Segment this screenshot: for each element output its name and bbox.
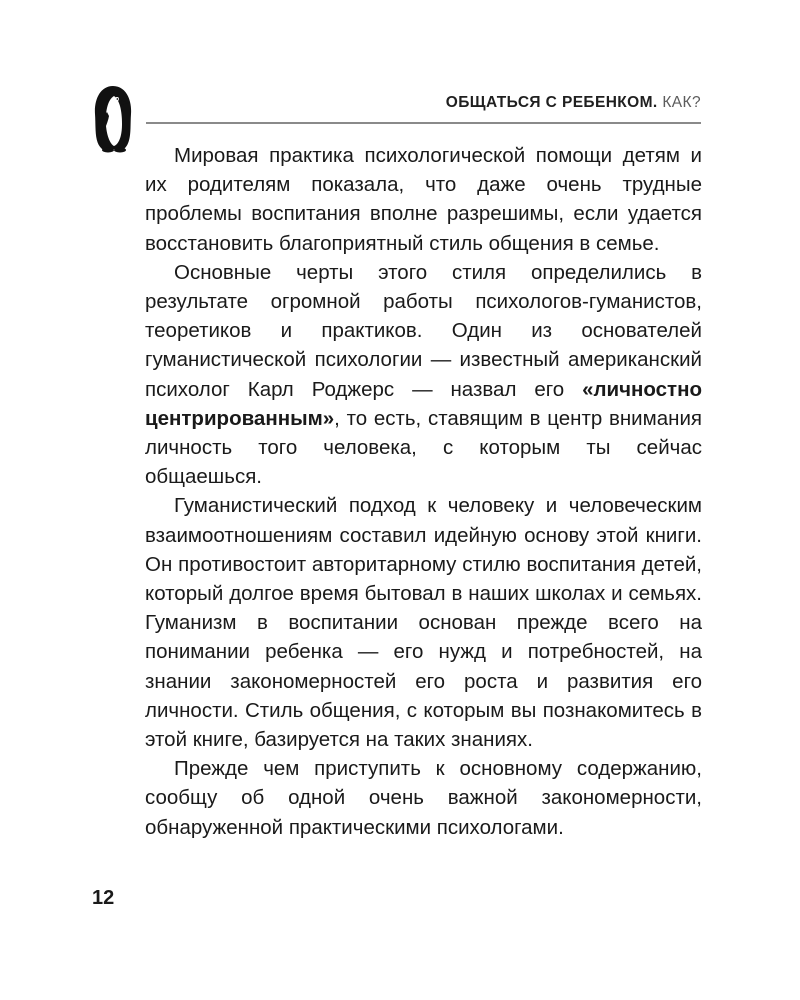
paragraph-4: Прежде чем приступить к основному содержанию, сообщу об одной очень важной закономерности, обнаруженной практическими психологами. xyxy=(145,757,702,839)
penguin-icon xyxy=(90,84,136,154)
running-header xyxy=(146,92,701,124)
paragraph-2-text-start: Основные черты этого стиля определились в результате огромной работы психологов-гуманистов, теоретиков и практиков. Один из основателей гуманистической психологии — известный американский психолог Карл Роджерс — назвал его xyxy=(145,260,702,401)
paragraph-1: Мировая практика психологической помощи детям и их родителям показала, что даже очень трудные проблемы воспитания вполне разрешимы, если удается восстановить благоприятный стиль общения в семье. xyxy=(145,144,702,255)
paragraph-2-text-end: , то есть, ставящим в центр внимания личность того человека, с которым ты сейчас общаешься. xyxy=(145,406,702,489)
paragraph-2 xyxy=(145,258,702,492)
body-text xyxy=(145,141,702,842)
paragraph-2-bold-term: «личностно центрированным» xyxy=(145,377,702,430)
header-subtitle: КАК? xyxy=(662,94,701,111)
paragraph-3: Гуманистический подход к человеку и человеческим взаимоотношениям составил идейную основу этой книги. Он противостоит авторитарному стилю воспитания детей, который долгое время бытовал в наших школах и семьях. Гуманизм в воспитании основан прежде всего на понимании ребенка — его нужд и потребностей, на знании закономерностей его роста и развития его личности. Стиль общения, с которым вы познакомитесь в этой книге, базируется на таких знаниях. xyxy=(145,494,702,752)
header-title: ОБЩАТЬСЯ С РЕБЕНКОМ. xyxy=(445,94,658,111)
page-number: 12 xyxy=(92,887,115,909)
